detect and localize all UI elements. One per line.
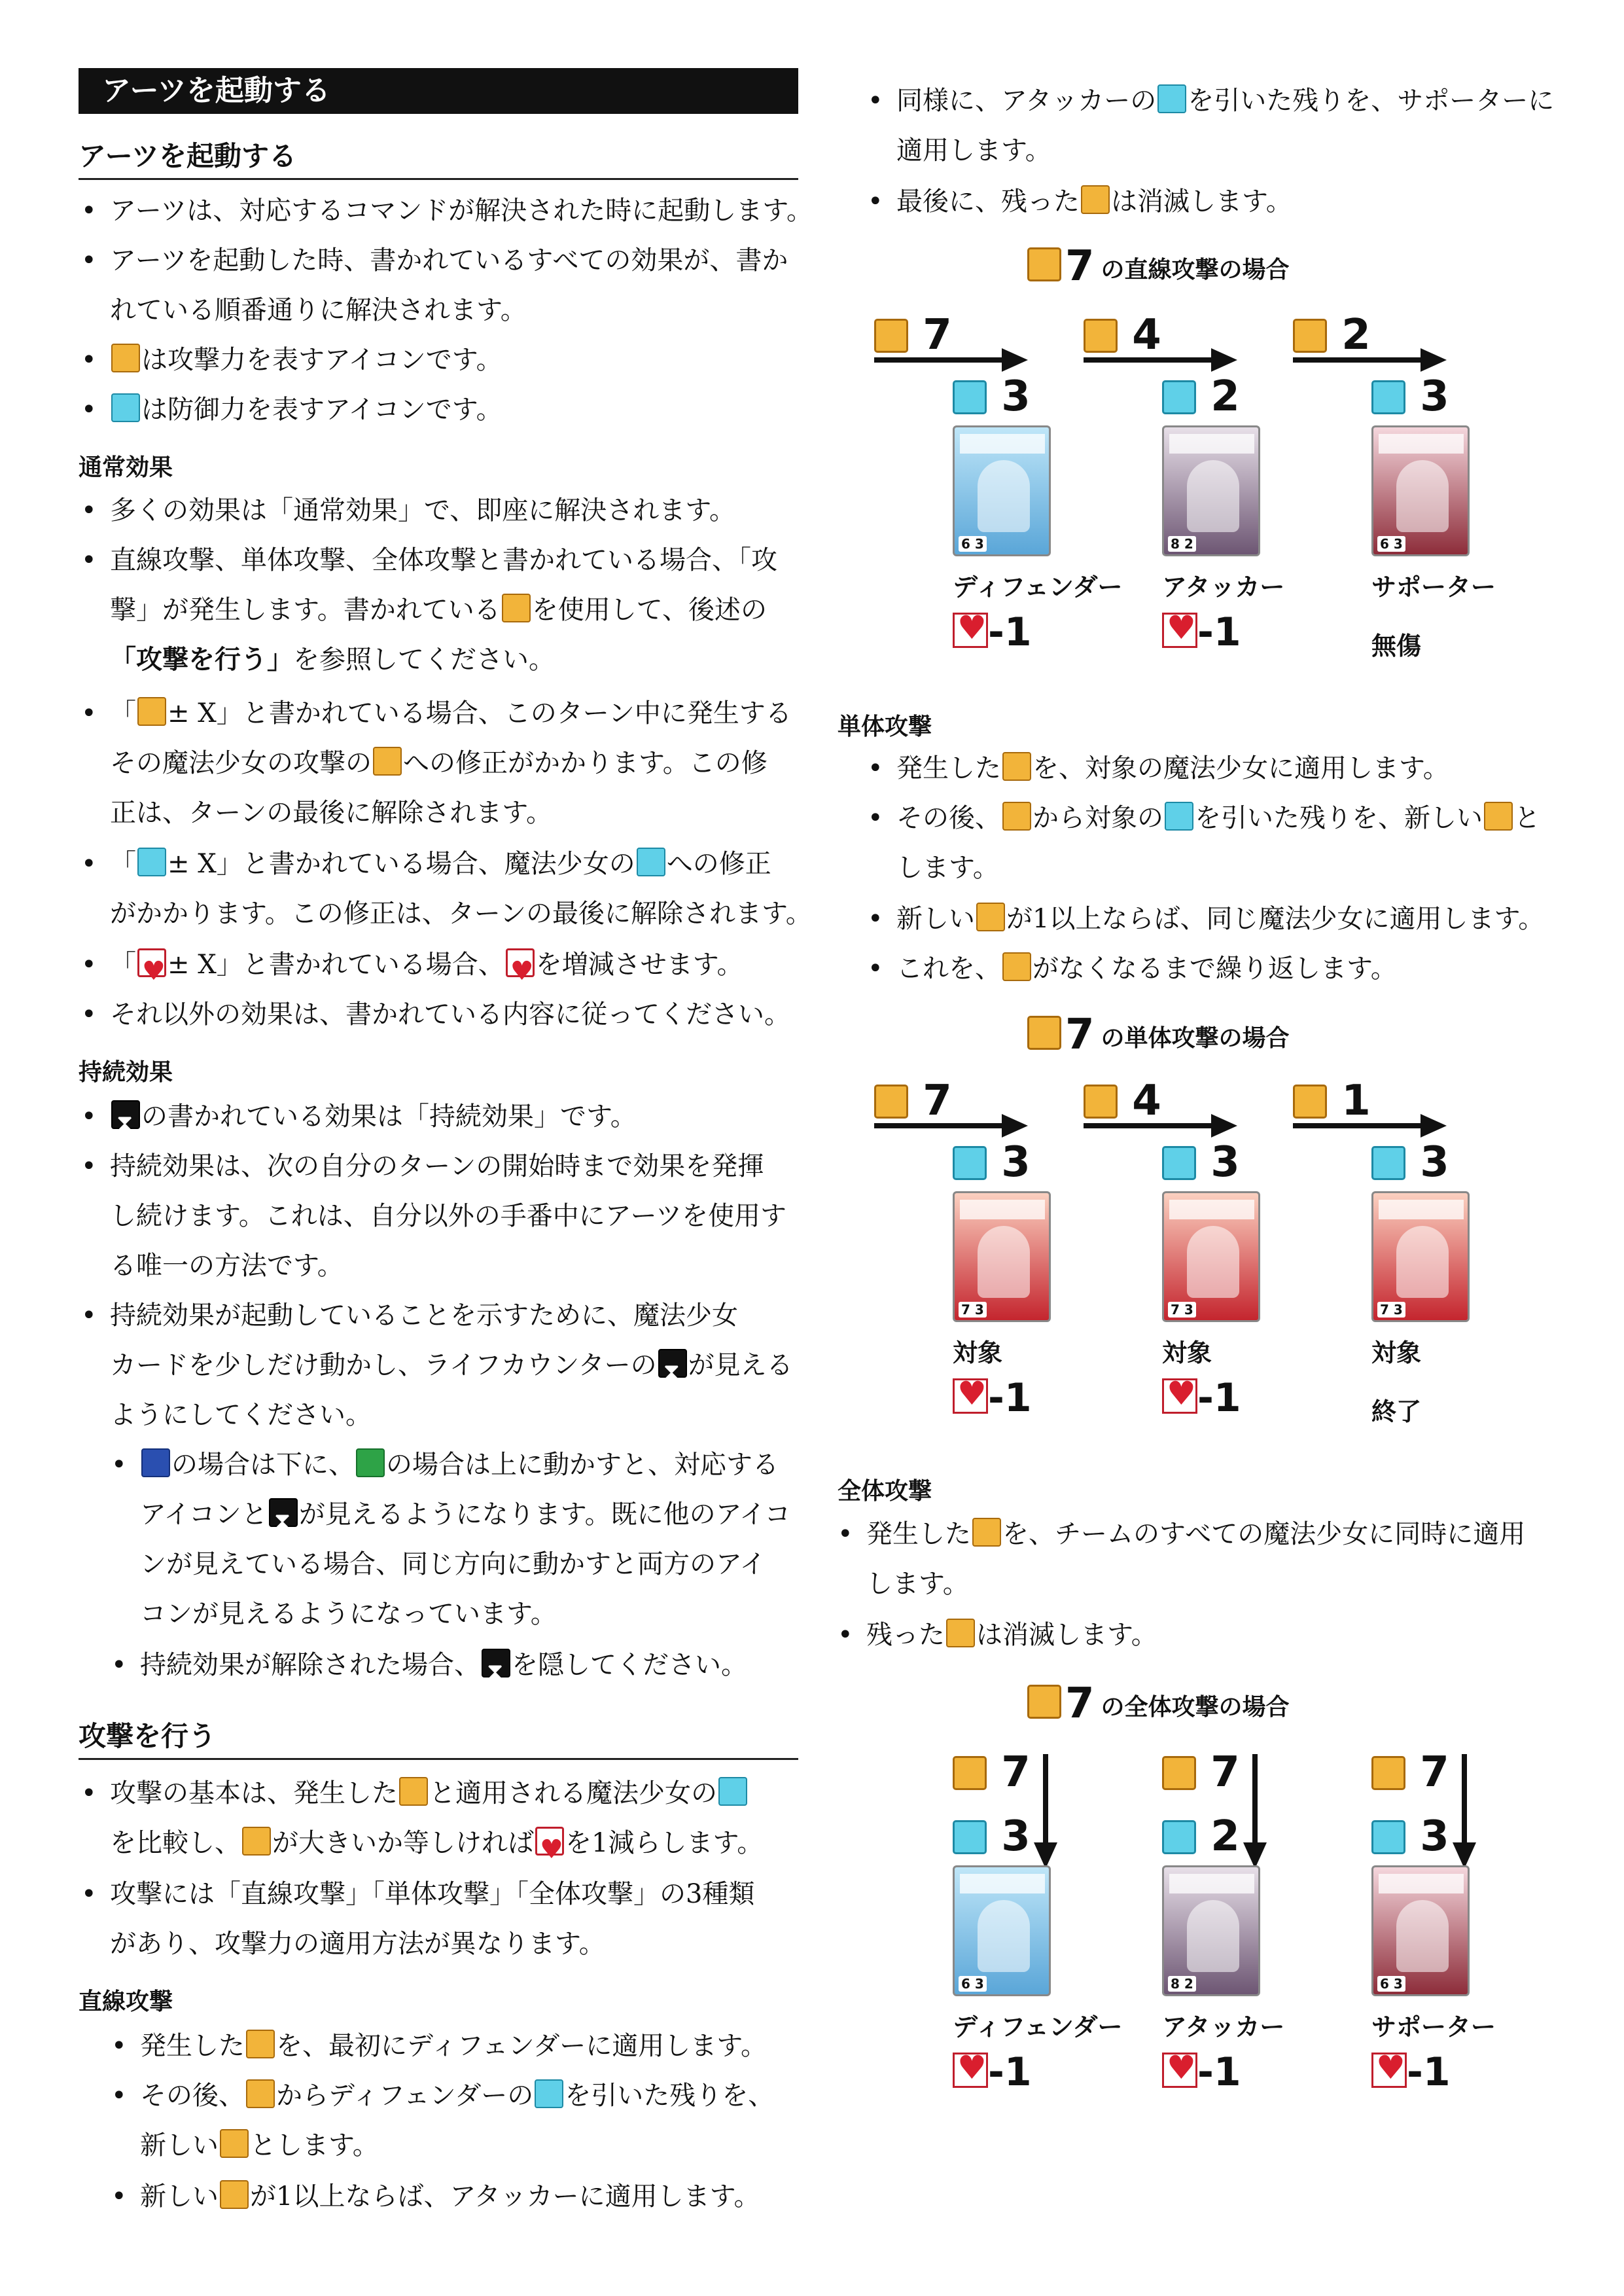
- subheading-continuous-effect: 持続効果: [79, 1059, 173, 1086]
- diagram-title-all: 7 の全体攻撃の場合: [1027, 1679, 1290, 1728]
- defense-value: 3: [953, 1141, 1031, 1183]
- attack-icon: [953, 1756, 987, 1790]
- list-item-nested: • その後、 から対象の を引いた残りを、新しい と: [868, 803, 1540, 833]
- defense-icon: [1371, 380, 1405, 414]
- attack-icon: [1484, 802, 1513, 831]
- character-card: 8 2: [1162, 425, 1260, 556]
- hourglass-icon: [482, 1649, 510, 1677]
- attack-icon: [111, 344, 140, 372]
- arrow-right-icon: [874, 1113, 1031, 1139]
- section-heading-activate: アーツを起動する: [79, 135, 798, 180]
- hourglass-icon: [111, 1100, 140, 1129]
- character-card: 6 3: [1371, 1865, 1470, 1996]
- list-item-nested: • 発生した を、最初にディフェンダーに適用します。: [111, 2031, 767, 2061]
- list-item: • 持続効果は、次の自分のターンの開始時まで効果を発揮: [81, 1151, 764, 1181]
- list-item-nested: • 新しい が1以上ならば、アタッカーに適用します。: [111, 2181, 760, 2212]
- defense-value: 3: [953, 1816, 1031, 1857]
- heart-icon: [137, 948, 166, 977]
- target-label: 対象: [1162, 1338, 1212, 1367]
- list-item-cont: 正は、ターンの最後に解除されます。: [110, 798, 552, 828]
- defense-icon: [535, 2079, 563, 2108]
- character-card: 7 3: [1162, 1191, 1260, 1322]
- defense-icon: [1165, 802, 1193, 831]
- role-label: アタッカー: [1162, 2013, 1285, 2041]
- hourglass-icon: [658, 1349, 687, 1378]
- list-item: • 多くの効果は「通常効果」で、即座に解決されます。: [81, 495, 735, 526]
- defense-icon: [953, 1146, 987, 1180]
- character-card: 6 3: [1371, 425, 1470, 556]
- defense-icon: [137, 848, 166, 876]
- attack-icon: [1002, 752, 1031, 781]
- attack-value: 2: [1293, 314, 1371, 356]
- list-item-cont: があり、攻撃力の適用方法が異なります。: [110, 1929, 605, 1959]
- attack-icon: [1371, 1756, 1405, 1790]
- defense-icon: [1371, 1820, 1405, 1854]
- defense-icon: [1162, 1146, 1196, 1180]
- list-item-cont: れている順番通りに解決されます。: [110, 295, 527, 325]
- list-item-cont: を比較し、 が大きいか等しければ♥ を1減らします。: [110, 1818, 817, 1868]
- list-item-cont: します。: [896, 853, 999, 883]
- arrow-right-icon: [1293, 1113, 1450, 1139]
- hp-result: ♥ -1: [1162, 613, 1241, 652]
- subheading-normal-effect: 通常効果: [79, 454, 173, 481]
- heart-icon: [1371, 2053, 1407, 2088]
- result-label: 終了: [1371, 1397, 1422, 1426]
- character-card: 8 2: [1162, 1865, 1260, 1996]
- hp-result: ♥-1: [953, 1378, 1032, 1418]
- arrow-right-icon: [1084, 1113, 1241, 1139]
- defense-value: 2: [1162, 376, 1240, 418]
- list-item: • は防御力を表すアイコンです。: [81, 395, 503, 425]
- target-label: 対象: [1371, 1338, 1422, 1367]
- section-heading-attack: 攻撃を行う: [79, 1715, 798, 1760]
- attack-value: 1: [1293, 1080, 1371, 1122]
- list-item-cont: アイコンと⧗ が見えるようになります。既に他のアイコ: [140, 1490, 801, 1539]
- target-label: 対象: [953, 1338, 1003, 1367]
- list-item: • それ以外の効果は、書かれている内容に従ってください。: [81, 999, 790, 1030]
- attack-icon: [1081, 185, 1110, 214]
- attack-icon: [246, 2030, 275, 2058]
- heart-icon: [535, 1827, 564, 1856]
- hp-result: ♥ -1: [1162, 1378, 1241, 1418]
- defense-icon: [111, 393, 140, 422]
- role-label: サポーター: [1371, 573, 1496, 601]
- attack-icon: [220, 2180, 249, 2209]
- list-item-nested: • 持続効果が解除された場合、⧗ を隠してください。: [140, 1640, 801, 1690]
- list-item: • は攻撃力を表すアイコンです。: [81, 345, 503, 375]
- hp-result: ♥-1: [953, 2053, 1032, 2092]
- role-label: ディフェンダー: [953, 2013, 1123, 2041]
- list-item-cont: カードを少しだけ動かし、ライフカウンターの⧗ が見える: [110, 1340, 817, 1390]
- arrow-right-icon: [1293, 347, 1450, 373]
- character-card: 6 3: [953, 1865, 1051, 1996]
- list-item-cont: がかかります。この修正は、ターンの最後に解除されます。: [110, 899, 812, 929]
- list-item: • 発生した を、チームのすべての魔法少女に同時に適用: [838, 1519, 1526, 1549]
- list-item: • 「 ± X」と書かれている場合、魔法少女の への修正: [81, 849, 771, 879]
- list-item-cont: 適用します。: [896, 135, 1051, 166]
- list-item: • 攻撃の基本は、発生した と適用される魔法少女の: [110, 1768, 817, 1818]
- attack-value: 4: [1084, 314, 1161, 356]
- attack-icon: [1027, 1685, 1061, 1719]
- attack-value: 7: [874, 314, 952, 356]
- subheading-all-attack: 全体攻撃: [838, 1478, 932, 1505]
- hp-result: ♥ -1: [1371, 2053, 1451, 2092]
- diagram-title-linear: 7 の直線攻撃の場合: [1027, 242, 1290, 291]
- list-item-nested: • 最後に、残った は消滅します。: [868, 187, 1292, 217]
- hp-result: ♥ -1: [1162, 2053, 1241, 2092]
- list-item-nested: • 同様に、アタッカーの を引いた残りを、サポーターに: [868, 86, 1555, 116]
- heart-icon: [953, 2053, 988, 2088]
- attack-icon: [1162, 1756, 1196, 1790]
- result-label: 無傷: [1371, 632, 1422, 660]
- role-label: ディフェンダー: [953, 573, 1123, 601]
- defense-value: 3: [953, 376, 1031, 418]
- heart-icon: [1162, 1378, 1197, 1414]
- list-item: • 残った は消滅します。: [838, 1620, 1157, 1650]
- arrow-right-icon: [874, 347, 1031, 373]
- defense-value: 3: [1371, 1816, 1449, 1857]
- attack-icon: [1002, 952, 1031, 981]
- shield-icon: [141, 1448, 170, 1477]
- defense-icon: [953, 380, 987, 414]
- defense-icon: [1162, 380, 1196, 414]
- list-item-cont: る唯一の方法です。: [110, 1251, 344, 1281]
- subheading-single-attack: 単体攻撃: [838, 713, 932, 740]
- list-item-nested: • これを、 がなくなるまで繰り返します。: [868, 954, 1397, 984]
- list-item-cont: 新しい とします。: [140, 2130, 379, 2161]
- list-item-cont: し続けます。これは、自分以外の手番中にアーツを使用す: [110, 1201, 786, 1231]
- arrow-down-icon: [1451, 1754, 1477, 1872]
- character-card: 7 3: [953, 1191, 1051, 1322]
- attack-icon: [399, 1777, 428, 1806]
- attack-icon: [242, 1827, 271, 1856]
- hourglass-icon: [269, 1498, 298, 1527]
- defense-icon: [637, 848, 665, 876]
- grass-icon: [356, 1448, 385, 1477]
- arrow-down-icon: [1033, 1754, 1059, 1872]
- defense-icon: [1371, 1146, 1405, 1180]
- defense-icon: [1162, 1820, 1196, 1854]
- attack-value: 7: [1371, 1751, 1449, 1793]
- defense-value: 2: [1162, 1816, 1240, 1857]
- list-item-nested: • その後、 からディフェンダーの を引いた残りを、: [111, 2081, 775, 2111]
- page-title-bar: アーツを起動する: [79, 68, 798, 114]
- heart-icon: [1162, 613, 1197, 648]
- role-label: アタッカー: [1162, 573, 1285, 601]
- list-item: • 「♥ ± X」と書かれている場合、♥ を増減させます。: [110, 940, 817, 990]
- list-item-cont: ンが見えている場合、同じ方向に動かすと両方のアイ: [140, 1549, 766, 1579]
- defense-value: 3: [1371, 376, 1449, 418]
- heart-icon: [953, 613, 988, 648]
- list-item-cont: 撃」が発生します。書かれている を使用して、後述の: [110, 595, 768, 625]
- list-item-nested: • 発生した を、対象の魔法少女に適用します。: [868, 753, 1449, 783]
- list-item: • ⧗ の書かれている効果は「持続効果」です。: [110, 1092, 817, 1141]
- attack-icon: [946, 1619, 975, 1647]
- list-item-cont: します。: [866, 1569, 969, 1599]
- defense-icon: [953, 1820, 987, 1854]
- heart-icon: [953, 1378, 988, 1414]
- attack-icon: [246, 2079, 275, 2108]
- attack-icon: [1027, 247, 1061, 281]
- list-item: • 「 ± X」と書かれている場合、このターン中に発生する: [81, 698, 792, 728]
- character-card: 7 3: [1371, 1191, 1470, 1322]
- list-item: • 直線攻撃、単体攻撃、全体攻撃と書かれている場合、「攻: [81, 545, 777, 575]
- attack-icon: [373, 747, 402, 776]
- character-card: 6 3: [953, 425, 1051, 556]
- defense-icon: [718, 1777, 747, 1806]
- list-item-cont: コンが見えるようになっています。: [140, 1599, 557, 1629]
- defense-value: 3: [1371, 1141, 1449, 1183]
- list-item-cont: ようにしてください。: [110, 1400, 372, 1430]
- heart-icon: [506, 948, 535, 977]
- attack-icon: [1002, 802, 1031, 831]
- defense-value: 3: [1162, 1141, 1240, 1183]
- attack-value: 7: [1162, 1751, 1240, 1793]
- attack-value: 7: [953, 1751, 1031, 1793]
- list-item: • アーツは、対応するコマンドが解決された時に起動します。: [81, 196, 813, 226]
- role-label: サポーター: [1371, 2013, 1496, 2041]
- heart-icon: [1162, 2053, 1197, 2088]
- attack-icon: [502, 594, 531, 622]
- list-item: • 持続効果が起動していることを示すために、魔法少女: [81, 1300, 738, 1331]
- attack-icon: [220, 2129, 249, 2158]
- list-item: • 攻撃には「直線攻撃」「単体攻撃」「全体攻撃」の3種類: [81, 1879, 755, 1909]
- list-item-cont: 「攻撃を行う」を参照してください。: [110, 645, 555, 675]
- attack-value: 7: [874, 1080, 952, 1122]
- defense-icon: [1157, 84, 1186, 113]
- list-item-nested: • 新しい が1以上ならば、同じ魔法少女に適用します。: [868, 904, 1545, 934]
- attack-icon: [976, 903, 1005, 931]
- diagram-title-single: 7 の単体攻撃の場合: [1027, 1011, 1290, 1059]
- list-item-cont: その魔法少女の攻撃の への修正がかかります。この修: [110, 748, 768, 778]
- arrow-right-icon: [1084, 347, 1241, 373]
- arrow-down-icon: [1242, 1754, 1268, 1872]
- hp-result: ♥-1: [953, 613, 1032, 652]
- attack-icon: [972, 1518, 1001, 1547]
- attack-icon: [1027, 1016, 1061, 1050]
- attack-value: 4: [1084, 1080, 1161, 1122]
- list-item-nested: • の場合は下に、 の場合は上に動かすと、対応する: [111, 1450, 779, 1480]
- subheading-linear-attack: 直線攻撃: [79, 1988, 173, 2015]
- attack-icon: [137, 697, 166, 726]
- list-item: • アーツを起動した時、書かれているすべての効果が、書か: [81, 245, 788, 276]
